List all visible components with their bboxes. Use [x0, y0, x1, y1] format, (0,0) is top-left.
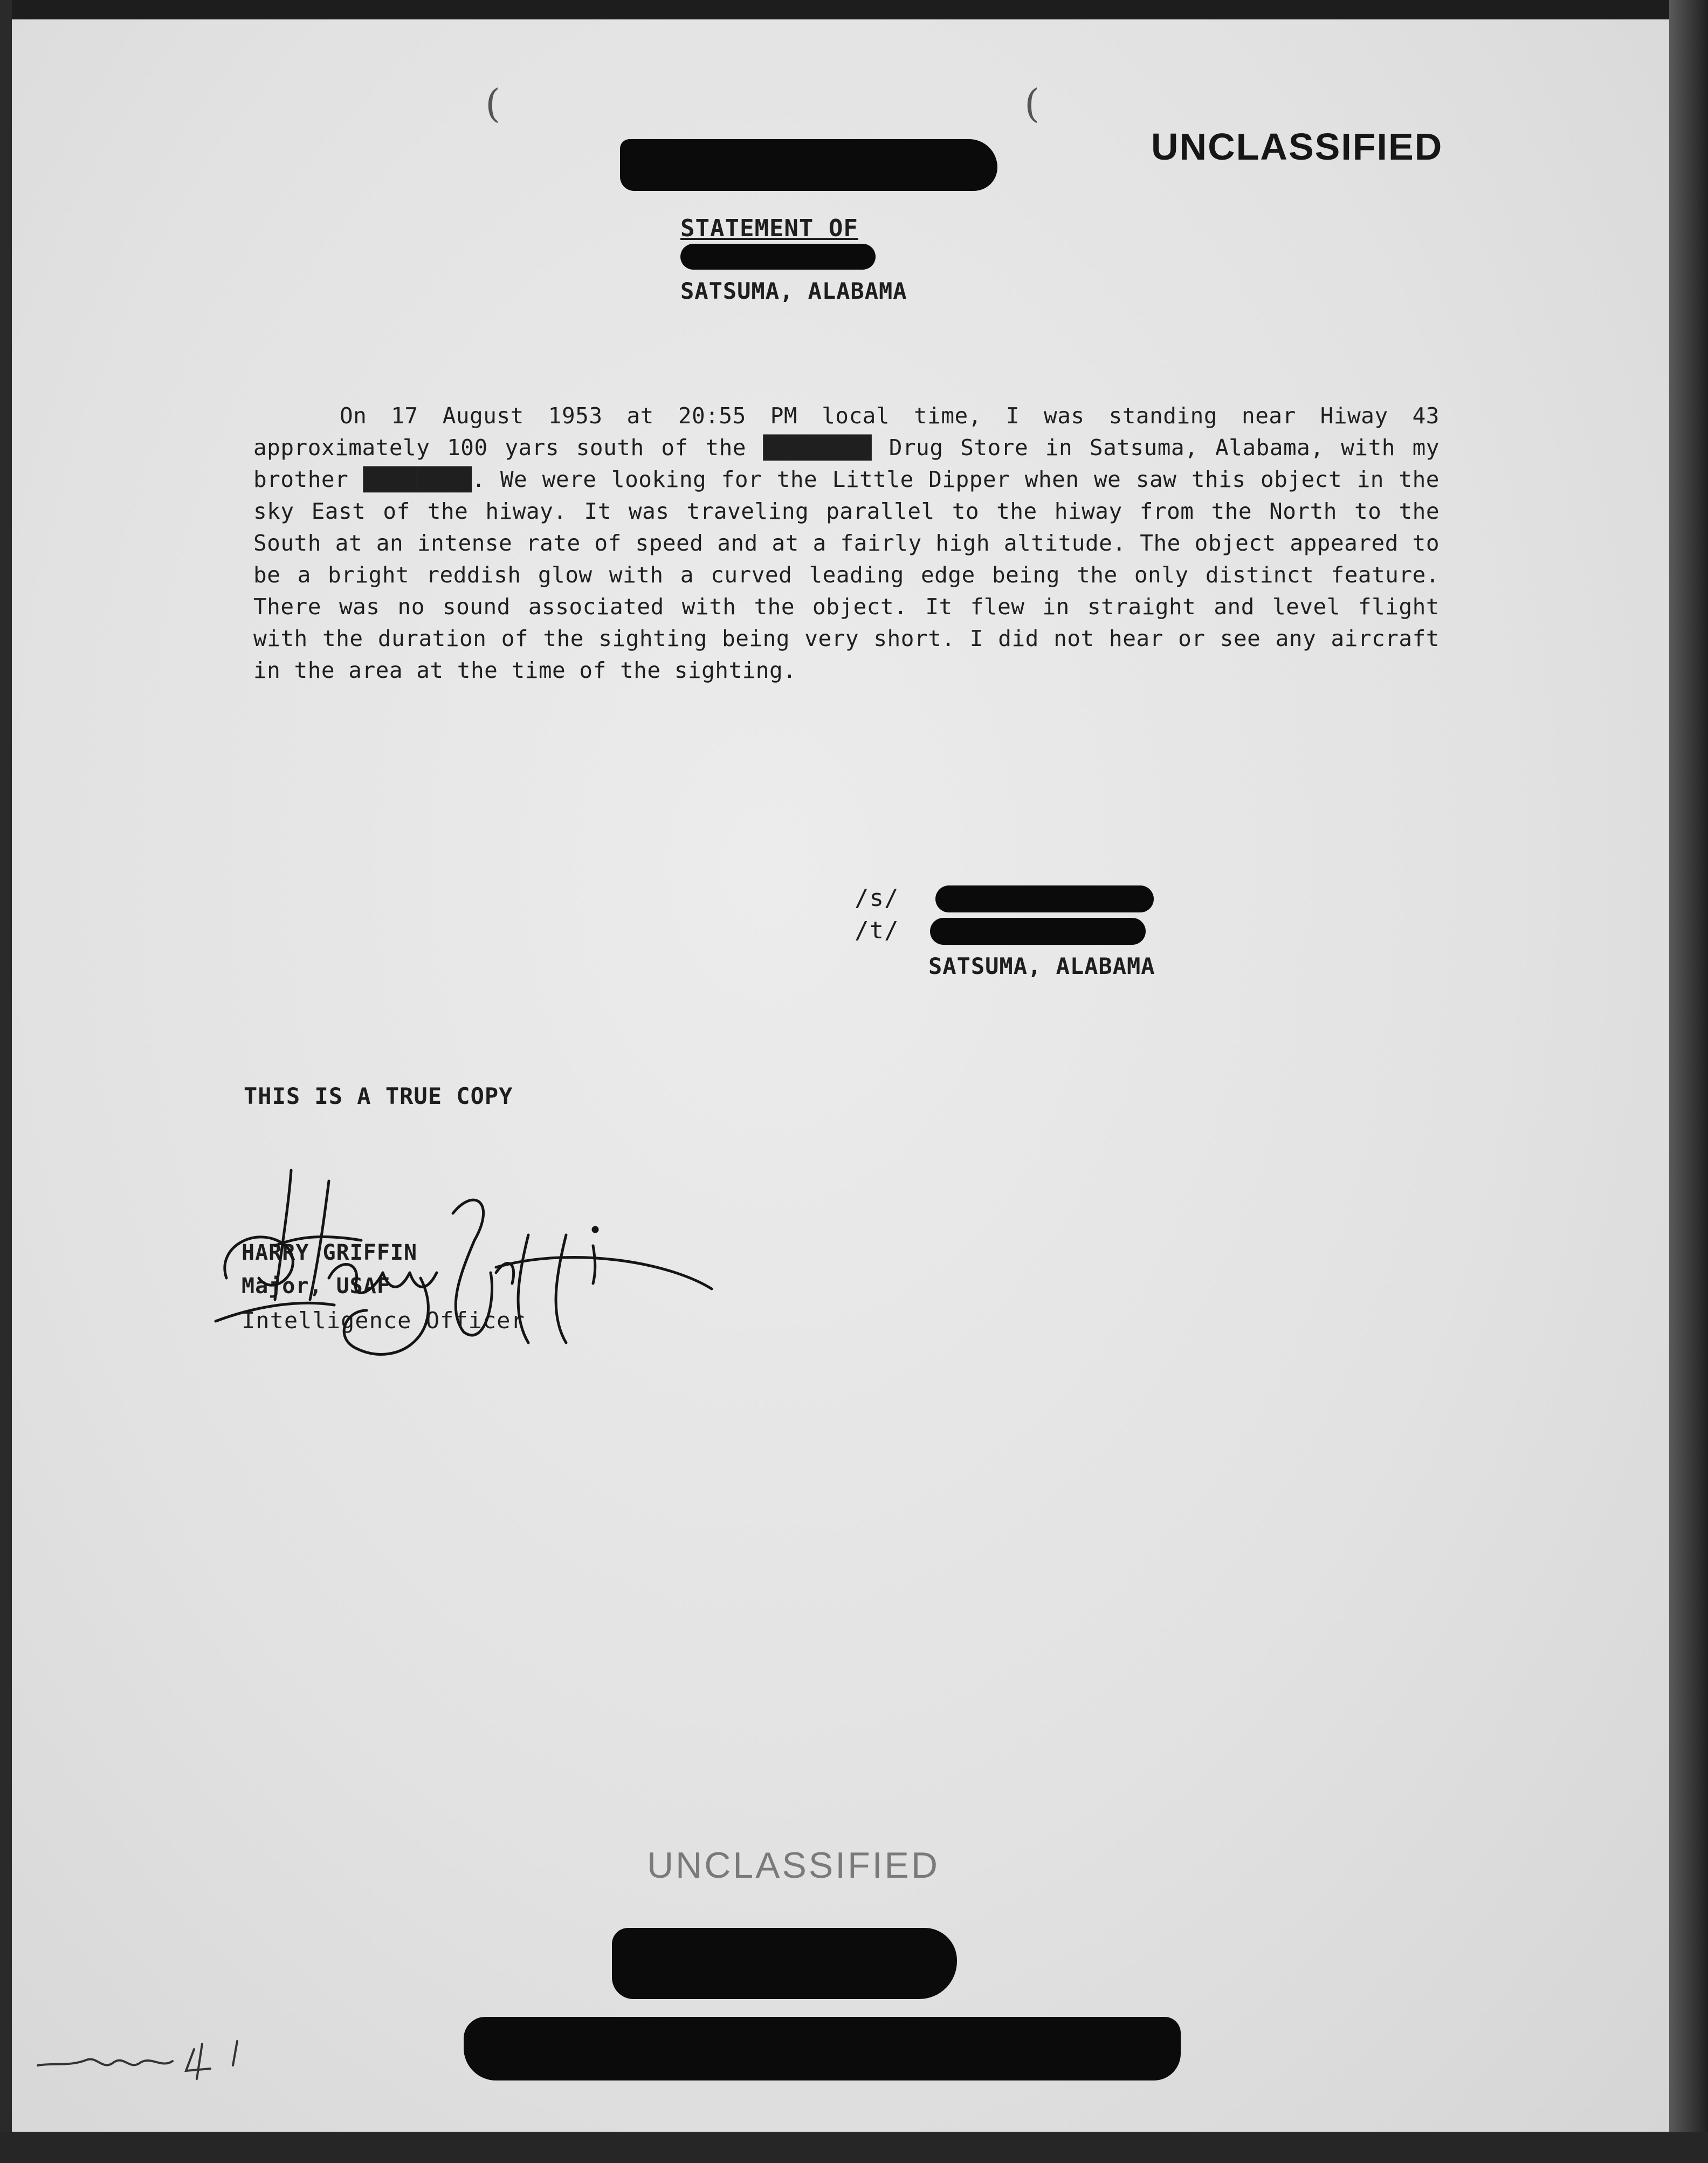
redaction-signed-name: [935, 885, 1154, 912]
officer-title: Intelligence Officer: [242, 1307, 525, 1334]
signed-label: /s/: [855, 884, 899, 912]
redaction-bar-bottom-2: [464, 2017, 1181, 2080]
redaction-bar-bottom-1: [612, 1928, 957, 1999]
film-edge-left: [0, 0, 12, 2163]
redaction-name: [680, 244, 876, 270]
redaction-typed-name: [930, 918, 1146, 945]
true-copy-statement: THIS IS A TRUE COPY: [244, 1083, 513, 1109]
film-edge-right: [1669, 0, 1708, 2163]
classification-footer: UNCLASSIFIED: [647, 1845, 940, 1886]
film-edge-top: [0, 0, 1708, 19]
punch-mark-left: (: [485, 81, 501, 126]
statement-body: On 17 August 1953 at 20:55 PM local time, I was standing near Hiway 43 approximately 100 yars south of the ████████ Drug Store in Satsuma, Alabama, with my brother ████████. We were looking for the Little Dipper when we saw this object in the sky East of the hiway. It was traveling parallel to the hiway from the North to the South at an intense rate of speed and at a fairly high altitude. The object appeared to be a bright reddish glow with a curved leading edge being the only distinct feature. There was no sound associated with the object. It flew in straight and level flight with the duration of the sighting being very short. I did not hear or see any aircraft in the area at the time of the sighting.: [253, 403, 1440, 683]
officer-name: HARRY GRIFFIN: [242, 1240, 418, 1265]
punch-mark-right: (: [1024, 81, 1040, 126]
statement-title: STATEMENT OF: [680, 215, 858, 242]
typed-label: /t/: [855, 917, 899, 944]
film-edge-bottom: [0, 2132, 1708, 2163]
redaction-bar-top: [620, 139, 997, 191]
margin-annotation: [32, 2033, 259, 2087]
statement-location: SATSUMA, ALABAMA: [680, 278, 907, 304]
officer-rank: Major, USAF: [242, 1274, 390, 1299]
classification-header: UNCLASSIFIED: [1151, 126, 1443, 168]
handwritten-signature: [194, 1138, 733, 1375]
signer-location: SATSUMA, ALABAMA: [928, 953, 1155, 979]
